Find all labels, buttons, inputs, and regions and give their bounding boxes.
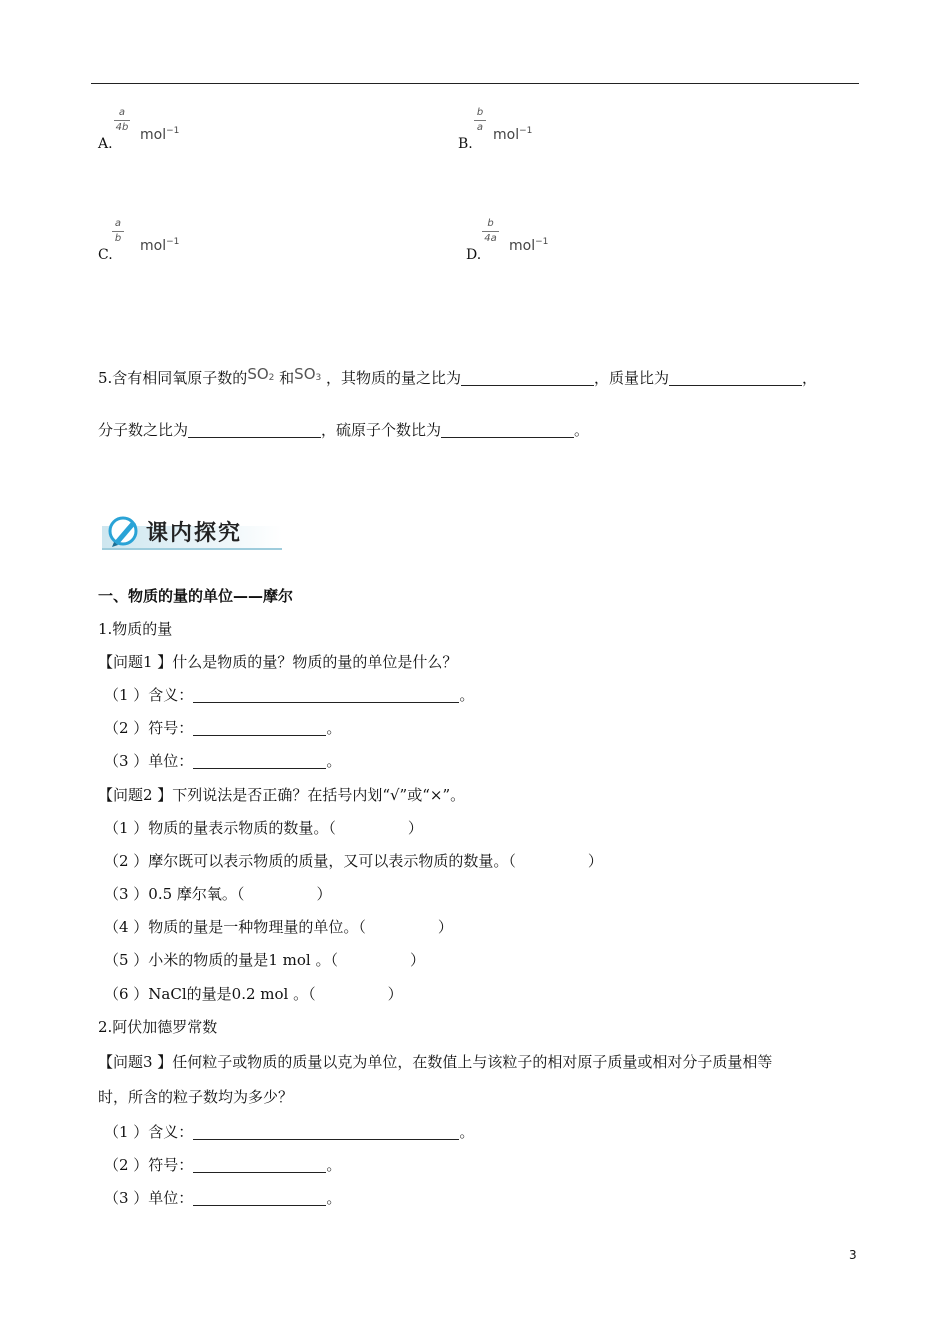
answer-blank[interactable] (193, 1157, 326, 1173)
answer-blank[interactable] (188, 422, 321, 438)
option-letter: A. (98, 136, 113, 152)
answer-blank[interactable] (193, 687, 459, 703)
fraction-bar (474, 120, 486, 121)
answer-blank[interactable] (193, 753, 326, 769)
answer-blank[interactable] (461, 370, 594, 386)
q5-prefix: 5.含有相同氧原子数的 (98, 369, 248, 387)
denominator: 4b (115, 122, 129, 133)
numerator: b (487, 218, 494, 229)
denominator: 4a (484, 233, 497, 244)
formula-so2: $SO_2$ (247, 365, 275, 383)
question-5-line-2 (98, 420, 589, 440)
answer-blank[interactable] (193, 1190, 326, 1206)
subheading-1: 1.物质的量 (98, 620, 173, 638)
q5-text: ，质量比为 (594, 369, 670, 387)
answer-blank[interactable] (669, 370, 802, 386)
unit: mol$^{-1}$ (140, 126, 180, 143)
q2-item-6: （6 ）NaCl的量是0.2 mol 。（ ） (104, 985, 403, 1003)
question-2: 【问题2 】下列说法是否正确？在括号内划“√”或“×”。 (98, 786, 466, 804)
question-3-line-1: 【问题3 】任何粒子或物质的质量以克为单位，在数值上与该粒子的相对原子质量或相对分子质量相等 (98, 1053, 773, 1071)
fraction-bar (114, 120, 130, 121)
q5-text: 分子数之比为 (98, 421, 189, 439)
q3-item-1: （1 ）含义： 。 (104, 1123, 475, 1141)
question-3-line-2: 时，所含的粒子数均为多少？ (98, 1088, 294, 1106)
q5-text: 。 (574, 421, 590, 439)
q1-item-2: （2 ）符号： 。 (104, 719, 342, 737)
header-rule (91, 83, 859, 84)
numerator: a (114, 218, 122, 229)
answer-blank[interactable] (193, 720, 326, 736)
fraction-bar (112, 231, 124, 232)
fraction (114, 107, 130, 134)
numerator: a (118, 107, 126, 118)
numerator: b (476, 107, 484, 118)
subheading-2: 2.阿伏加德罗常数 (98, 1018, 218, 1036)
fraction (482, 218, 499, 245)
unit: mol$^{-1}$ (140, 237, 180, 254)
q5-text: ，其物质的量之比为 (326, 369, 462, 387)
answer-blank[interactable] (193, 1124, 459, 1140)
question-5-line-1 (98, 364, 817, 388)
q2-item-4: （4 ）物质的量是一种物理量的单位。（ ） (104, 918, 453, 936)
q2-item-1: （1 ）物质的量表示物质的数量。（ ） (104, 819, 423, 837)
q2-item-2: （2 ）摩尔既可以表示物质的质量，又可以表示物质的数量。（ ） (104, 852, 603, 870)
fraction (474, 107, 486, 134)
option-letter: C. (98, 247, 113, 263)
question-1: 【问题1 】什么是物质的量？物质的量的单位是什么？ (98, 653, 458, 671)
q5-and: 和 (279, 369, 295, 387)
option-letter: B. (458, 136, 473, 152)
fraction-bar (482, 231, 499, 232)
answer-blank[interactable] (441, 422, 574, 438)
q3-item-2: （2 ）符号： 。 (104, 1156, 342, 1174)
q2-item-5: （5 ）小米的物质的量是1 mol 。（ ） (104, 951, 425, 969)
q2-item-3: （3 ）0.5 摩尔氧。（ ） (104, 885, 332, 903)
option-letter: D. (466, 247, 482, 263)
q5-text: ，硫原子个数比为 (321, 421, 442, 439)
section-heading: 一、物质的量的单位——摩尔 (98, 587, 294, 605)
q3-item-3: （3 ）单位： 。 (104, 1189, 342, 1207)
page-number: 3 (849, 1248, 857, 1262)
denominator: a (476, 122, 484, 133)
unit: mol$^{-1}$ (493, 126, 533, 143)
denominator: b (114, 233, 122, 244)
unit: mol$^{-1}$ (509, 237, 549, 254)
q5-text: ， (802, 369, 818, 387)
formula-so3: $SO_3$ (294, 365, 322, 383)
q1-item-1: （1 ）含义： 。 (104, 686, 475, 704)
fraction (112, 218, 124, 245)
q1-item-3: （3 ）单位： 。 (104, 752, 342, 770)
section-banner-title: 课内探究 (146, 521, 243, 546)
